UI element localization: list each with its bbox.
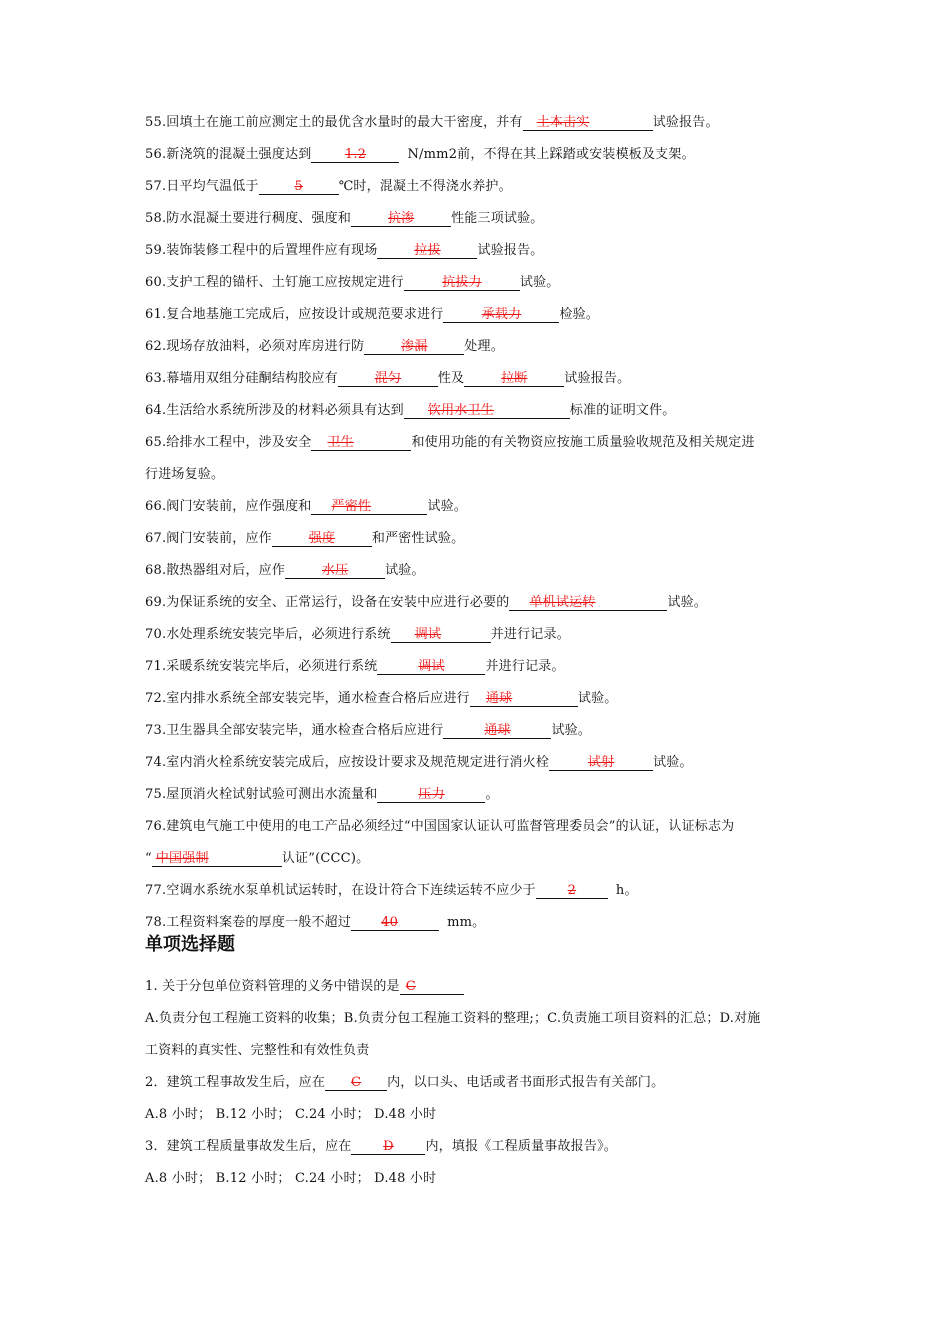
- item-61: 61.复合地基施工完成后，应按设计或规范要求进行 承载力 检验。: [145, 307, 600, 322]
- answer-62: 渗漏: [401, 339, 428, 354]
- answer-63b: 拉断: [501, 371, 528, 386]
- item-74: 74.室内消火栓系统安装完成后，应按设计要求及规范规定进行消火栓 试射 试验。: [145, 755, 693, 770]
- item-57: 57.日平均气温低于 5 ℃时，混凝土不得浇水养护。: [145, 179, 512, 194]
- item-66: 66.阀门安装前，应作强度和 严密性 试验。: [145, 499, 468, 514]
- answer-55: 土本击实: [536, 115, 590, 130]
- item-64: 64.生活给水系统所涉及的材料必须具有达到 饮用水卫生 标准的证明文件。: [145, 403, 676, 418]
- answer-69: 单机试运转: [529, 595, 596, 610]
- answer-65: 卫生: [327, 435, 354, 450]
- answer-64: 饮用水卫生: [427, 403, 494, 418]
- item-67: 67.阀门安装前，应作 强度 和严密性试验。: [145, 531, 465, 546]
- answer-74: 试射: [587, 755, 615, 770]
- answer-77: 2: [567, 883, 577, 898]
- answer-71: 调试: [418, 659, 445, 674]
- mc-options-1: A.负责分包工程施工资料的收集；B.负责分包工程施工资料的整理;；C.负责施工项目资料的汇总；D.对施: [145, 1011, 761, 1026]
- answer-56: 1.2: [344, 147, 367, 162]
- answer-75: 压力: [418, 787, 445, 802]
- item-75: 75.屋顶消火栓试射试验可测出水流量和 压力 。: [145, 787, 499, 802]
- mc-options-2: A.8 小时； B.12 小时； C.24 小时； D.48 小时: [145, 1107, 437, 1122]
- mc-question-3: 3．建筑工程质量事故发生后，应在 D 内，填报《工程质量事故报告》。: [145, 1139, 617, 1154]
- item-72: 72.室内排水系统全部安装完毕，通水检查合格后应进行 通球 试验。: [145, 691, 618, 706]
- item-76-continued: “ 中国强制 认证”(CCC)。: [145, 851, 370, 866]
- answer-73: 通球: [484, 723, 511, 738]
- answer-57: 5: [294, 179, 303, 194]
- item-62: 62.现场存放油料，必须对库房进行防 渗漏 处理。: [145, 339, 504, 354]
- mc-answer-2: C: [351, 1075, 362, 1090]
- mc-question-2: 2．建筑工程事故发生后，应在 C 内，以口头、电话或者书面形式报告有关部门。: [145, 1075, 665, 1090]
- item-58: 58.防水混凝土要进行稠度、强度和 抗渗 性能三项试验。: [145, 211, 544, 226]
- item-60: 60.支护工程的锚杆、土钉施工应按规定进行 抗拔力 试验。: [145, 275, 560, 290]
- item-70: 70.水处理系统安装完毕后，必须进行系统 调试 并进行记录。: [145, 627, 570, 642]
- answer-61: 承载力: [481, 307, 522, 322]
- mc-answer-1: C: [405, 979, 416, 994]
- mc-answer-3: D: [383, 1139, 394, 1154]
- answer-59: 拉拔: [414, 243, 441, 258]
- answer-72: 通球: [485, 691, 513, 706]
- answer-68: 水压: [321, 563, 349, 578]
- item-77: 77.空调水系统水泵单机试运转时，在设计符合下连续运转不应少于 2 h。: [145, 883, 638, 898]
- item-69: 69.为保证系统的安全、正常运行，设备在安装中应进行必要的 单机试运转 试验。: [145, 595, 708, 610]
- answer-78: 40: [381, 915, 399, 930]
- mc-question-1: 1. 关于分包单位资料管理的义务中错误的是 C: [145, 979, 464, 995]
- answer-63a: 混匀: [374, 371, 402, 386]
- answer-76: 中国强制: [155, 851, 209, 866]
- section-title-single-choice: 单项选择题: [145, 934, 235, 955]
- answer-58: 抗渗: [387, 211, 415, 226]
- item-59: 59.装饰装修工程中的后置埋件应有现场 拉拔 试验报告。: [145, 243, 544, 258]
- answer-66: 严密性: [331, 499, 372, 514]
- mc-options-1-continued: 工资料的真实性、完整性和有效性负责: [145, 1043, 370, 1058]
- item-56: 56.新浇筑的混凝土强度达到 1.2 N/mm2前，不得在其上踩踏或安装模板及支架。: [145, 147, 695, 162]
- item-68: 68.散热器组对后，应作 水压 试验。: [145, 563, 425, 578]
- item-73: 73.卫生器具全部安装完毕，通水检查合格后应进行 通球 试验。: [145, 723, 592, 738]
- item-65: 65.给排水工程中，涉及安全 卫生 和使用功能的有关物资应按施工质量验收规范及相关规定进: [145, 435, 755, 450]
- answer-70: 调试: [414, 627, 442, 642]
- item-65-continued: 行进场复验。: [145, 467, 225, 482]
- item-71: 71.采暖系统安装完毕后，必须进行系统 调试 并进行记录。: [145, 659, 565, 674]
- item-78: 78.工程资料案卷的厚度一般不超过 40 mm。: [145, 915, 486, 930]
- item-76: 76.建筑电气施工中使用的电工产品必须经过“中国国家认证认可监督管理委员会”的认证，认证标志为: [145, 819, 735, 834]
- answer-67: 强度: [308, 531, 336, 546]
- answer-60: 抗拔力: [442, 275, 482, 290]
- item-63: 63.幕墙用双组分硅酮结构胶应有 混匀 性及 拉断 试验报告。: [145, 371, 631, 386]
- item-55: 55.回填土在施工前应测定土的最优含水量时的最大干密度，并有 土本击实 试验报告。: [145, 115, 719, 130]
- mc-options-3: A.8 小时； B.12 小时； C.24 小时； D.48 小时: [145, 1171, 437, 1186]
